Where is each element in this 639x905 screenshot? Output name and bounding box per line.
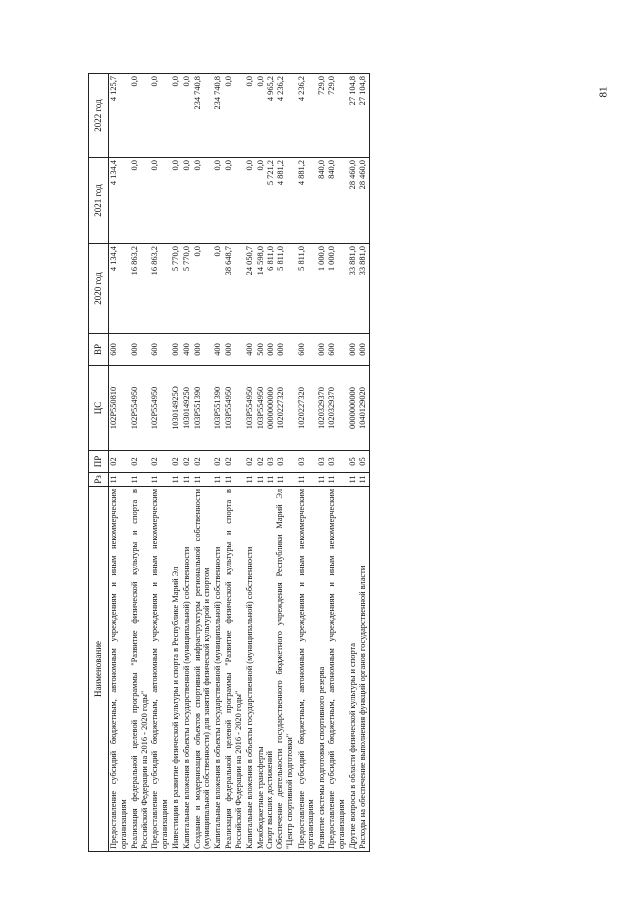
cell-name-text: Капитальные вложения в объекты государственной (муниципальной) собственности	[213, 546, 223, 849]
cell-2020-text: 14 598,0	[255, 246, 265, 276]
cell-2021	[244, 158, 255, 244]
cell-pr	[244, 451, 255, 473]
cell-cs	[244, 366, 255, 451]
cell-vr-text: 600	[150, 343, 160, 356]
table-row	[108, 74, 129, 852]
cell-vr-text: 600	[109, 343, 119, 356]
cell-2021-text: 0,0	[192, 160, 202, 171]
cell-rz	[224, 473, 245, 487]
cell-2020-text: 33 881,0	[358, 246, 368, 276]
budget-table-sheet	[88, 74, 604, 852]
cell-name-text: Предоставление субсидий бюджетным, автономным учреждениям и иным некоммерческим организациям	[327, 489, 346, 849]
cell-cs-text: 103P554950	[244, 386, 254, 430]
cell-vr-text: 000	[317, 343, 327, 356]
cell-pr-text: 02	[170, 457, 180, 466]
cell-2022	[317, 74, 348, 158]
cell-rz-text: 11	[129, 475, 139, 484]
cell-name-text: Обеспечение деятельности государственного бюджетного учреждения Республики Марий Эл "Центр спортивной подготовки"	[275, 489, 295, 849]
cell-2020	[255, 244, 296, 334]
cell-vr	[181, 334, 192, 366]
cell-name-text: Капитальные вложения в объекты государственной (муниципальной) собственности	[181, 546, 191, 849]
cell-rz-text: 11	[348, 475, 358, 484]
cell-rz-text: 11	[275, 475, 285, 484]
cell-pr-text: 02	[192, 457, 202, 466]
cell-2020	[296, 244, 317, 334]
cell-2020-text: 6 811,0	[265, 246, 275, 271]
cell-2020-text: 4 134,4	[109, 246, 119, 272]
cell-rz	[348, 473, 370, 487]
cell-rz-text: 11	[244, 475, 254, 484]
cell-vr	[129, 334, 150, 366]
cell-rz-text: 11	[327, 475, 337, 484]
cell-2020-text: 5 811,0	[275, 246, 285, 271]
cell-rz	[213, 473, 224, 487]
cell-pr-text: 03	[296, 457, 306, 466]
cell-pr-text: 02	[129, 457, 139, 466]
table-row	[348, 74, 370, 852]
cell-2020	[181, 244, 192, 334]
cell-name-text: Другие вопросы в области физической культуры и спорта	[348, 642, 358, 849]
table-row	[213, 74, 224, 852]
cell-name	[213, 487, 224, 852]
cell-2020	[150, 244, 171, 334]
cell-2022-text: 4 236,2	[296, 76, 306, 102]
cell-cs	[108, 366, 129, 451]
cell-cs-text: 1020227320	[275, 387, 285, 429]
cell-2022-text: 234 740,8	[213, 76, 223, 110]
cell-2022-text: 4 965,2	[265, 76, 275, 102]
cell-2020-text: 16 863,2	[150, 246, 160, 276]
cell-pr	[192, 451, 213, 473]
cell-rz-text: 11	[213, 475, 223, 484]
cell-name	[129, 487, 150, 852]
cell-pr-text: 05	[358, 457, 368, 466]
cell-rz-text: 11	[181, 475, 191, 484]
cell-2020	[317, 244, 348, 334]
cell-2021	[348, 158, 370, 244]
cell-cs	[181, 366, 192, 451]
cell-pr-text: 02	[150, 457, 160, 466]
header-vr: ВР	[89, 334, 109, 366]
cell-rz-text: 11	[224, 475, 234, 484]
cell-pr-text: 05	[348, 457, 358, 466]
cell-cs-text: 103P551390	[192, 386, 202, 430]
cell-2020	[348, 244, 370, 334]
cell-cs	[129, 366, 150, 451]
cell-name-text: Инвестиции в развитие физической культуры и спорта в Республике Марий Эл	[170, 566, 180, 849]
cell-pr-text: 03	[327, 457, 337, 466]
header-2021: 2021 год	[89, 158, 109, 244]
cell-2020-text: 0,0	[192, 246, 202, 257]
cell-2022-text: 0,0	[181, 76, 191, 87]
cell-pr	[255, 451, 296, 473]
cell-pr	[108, 451, 129, 473]
cell-2021-text: 840,0	[317, 160, 327, 179]
cell-name-text: Реализация федеральной целевой программы "Развитие физической культуры и спорта в Российской Федерации на 2016 - 2020 годы"	[129, 489, 149, 849]
cell-2021-text: 4 881,2	[296, 160, 306, 186]
cell-cs-text: 103P554950	[224, 386, 234, 430]
cell-vr-text: 600	[327, 343, 337, 356]
cell-2020	[224, 244, 245, 334]
cell-2022	[108, 74, 129, 158]
cell-2022	[129, 74, 150, 158]
cell-pr-text: 03	[317, 457, 327, 466]
cell-vr-text: 500	[255, 343, 265, 356]
cell-2020-text: 38 648,7	[224, 246, 234, 276]
cell-rz	[192, 473, 213, 487]
cell-name	[150, 487, 171, 852]
cell-2020-text: 33 881,0	[348, 246, 358, 276]
cell-rz-text: 11	[170, 475, 180, 484]
table-row	[181, 74, 192, 852]
cell-2021	[181, 158, 192, 244]
cell-2021-text: 0,0	[255, 160, 265, 171]
cell-2022	[213, 74, 224, 158]
header-2022: 2022 год	[89, 74, 109, 158]
cell-name	[108, 487, 129, 852]
cell-name-text: Реализация федеральной целевой программы "Развитие физической культуры и спорта в Российской Федерации на 2016 - 2020 годы"	[224, 489, 243, 849]
cell-vr	[296, 334, 317, 366]
cell-2022-text: 0,0	[150, 76, 160, 87]
cell-2020-text: 1 000,0	[327, 246, 337, 272]
cell-2022-text: 0,0	[244, 76, 254, 87]
cell-cs-text: 103P554950	[255, 386, 265, 430]
cell-rz-text: 11	[109, 475, 119, 484]
table-row	[296, 74, 317, 852]
cell-name-text: Спорт высших достижений	[265, 751, 275, 849]
cell-cs-text: 1020329370	[317, 387, 327, 429]
cell-2021	[129, 158, 150, 244]
cell-vr-text: 000	[348, 343, 358, 356]
cell-rz-text: 11	[265, 475, 275, 484]
cell-cs	[213, 366, 224, 451]
cell-rz	[244, 473, 255, 487]
cell-2022	[224, 74, 245, 158]
cell-pr-text: 02	[213, 457, 223, 466]
cell-name-text: Капитальные вложения в объекты государственной (муниципальной) собственности	[244, 546, 254, 849]
cell-cs-text: 1020329370	[327, 387, 337, 429]
cell-2022	[244, 74, 255, 158]
table-header-row	[89, 74, 109, 852]
cell-2021	[192, 158, 213, 244]
table-row	[255, 74, 296, 852]
cell-2022-text: 0,0	[129, 76, 139, 87]
cell-2022-text: 729,0	[327, 76, 337, 95]
cell-cs	[317, 366, 348, 451]
cell-name	[296, 487, 317, 852]
cell-rz-text: 11	[192, 475, 202, 484]
cell-vr-text: 400	[244, 343, 254, 356]
cell-2021	[224, 158, 245, 244]
cell-vr	[192, 334, 213, 366]
cell-rz	[181, 473, 192, 487]
cell-cs-text: 0000000000	[348, 387, 358, 429]
cell-2021-text: 5 721,2	[265, 160, 275, 186]
cell-2022-text: 4 125,7	[109, 76, 119, 102]
page-number: 81	[597, 86, 610, 98]
cell-2021-text: 4 881,2	[275, 160, 285, 186]
cell-pr	[129, 451, 150, 473]
cell-cs	[170, 366, 181, 451]
cell-vr	[170, 334, 181, 366]
cell-2020	[108, 244, 129, 334]
cell-cs	[255, 366, 296, 451]
table-row	[244, 74, 255, 852]
cell-rz	[170, 473, 181, 487]
cell-vr-text: 000	[170, 343, 180, 356]
cell-vr-text: 400	[213, 343, 223, 356]
cell-2020	[213, 244, 224, 334]
cell-2020-text: 5 770,0	[170, 246, 180, 272]
cell-2020	[244, 244, 255, 334]
cell-cs-text: 0000000000	[265, 387, 275, 429]
cell-name	[255, 487, 296, 852]
cell-vr	[108, 334, 129, 366]
cell-2021-text: 0,0	[170, 160, 180, 171]
cell-2021-text: 0,0	[129, 160, 139, 171]
cell-cs	[296, 366, 317, 451]
cell-vr-text: 000	[358, 343, 368, 356]
cell-pr-text: 03	[275, 457, 285, 466]
cell-name-text: Расходы на обеспечение выполнения функций органов государственной власти	[358, 565, 368, 849]
cell-2020	[129, 244, 150, 334]
cell-vr	[317, 334, 348, 366]
header-name: Наименование	[89, 487, 109, 852]
cell-2021	[213, 158, 224, 244]
cell-pr	[348, 451, 370, 473]
cell-name	[192, 487, 213, 852]
cell-2022	[150, 74, 171, 158]
cell-cs-text: 103P551390	[213, 386, 223, 430]
cell-name-text: Создание и модернизация объектов спортивной инфраструктуры региональной собственности (муниципальной собственности) для занятий физической культурой и спортом	[192, 489, 212, 849]
cell-2020-text: 5 811,0	[296, 246, 306, 271]
table-row	[170, 74, 181, 852]
table-row	[224, 74, 245, 852]
cell-2022-text: 27 104,8	[348, 76, 358, 106]
cell-name-text: Предоставление субсидий бюджетным, автономным учреждениям и иным некоммерческим организациям	[150, 489, 170, 849]
cell-2021	[108, 158, 129, 244]
cell-cs-text: 102P554950	[129, 386, 139, 430]
cell-2022-text: 0,0	[170, 76, 180, 87]
cell-vr	[213, 334, 224, 366]
cell-2020-text: 1 000,0	[317, 246, 327, 272]
cell-rz-text: 11	[317, 475, 327, 484]
cell-2021-text: 0,0	[181, 160, 191, 171]
cell-vr-text: 000	[224, 343, 234, 356]
cell-rz-text: 11	[296, 475, 306, 484]
cell-2021-text: 0,0	[150, 160, 160, 171]
table-row	[129, 74, 150, 852]
cell-cs-text: 1030149250	[181, 387, 191, 429]
cell-name-text: Развитие системы подготовки спортивного резерва	[317, 666, 327, 849]
cell-pr	[213, 451, 224, 473]
cell-rz-text: 11	[255, 475, 265, 484]
cell-rz-text: 11	[358, 475, 368, 484]
cell-pr	[150, 451, 171, 473]
cell-rz	[255, 473, 296, 487]
cell-cs-text: 102P554950	[150, 386, 160, 430]
cell-vr-text: 400	[181, 343, 191, 356]
cell-rz-text: 11	[150, 475, 160, 484]
cell-cs-text: 1040129020	[358, 387, 368, 429]
cell-vr-text: 600	[296, 343, 306, 356]
cell-2022	[296, 74, 317, 158]
cell-vr	[244, 334, 255, 366]
cell-vr-text: 000	[192, 343, 202, 356]
table-row	[317, 74, 348, 852]
table-row	[192, 74, 213, 852]
cell-2021-text: 0,0	[244, 160, 254, 171]
cell-name	[170, 487, 181, 852]
cell-2022-text: 0,0	[255, 76, 265, 87]
cell-2022-text: 234 740,8	[192, 76, 202, 110]
cell-vr	[150, 334, 171, 366]
cell-vr	[224, 334, 245, 366]
cell-2020-text: 5 770,0	[181, 246, 191, 272]
cell-2021-text: 28 460,0	[348, 160, 358, 190]
cell-name-text: Предоставление субсидий бюджетным, автономным учреждениям и иным некоммерческим организациям	[296, 489, 316, 849]
cell-name	[181, 487, 192, 852]
cell-cs	[348, 366, 370, 451]
cell-2021	[170, 158, 181, 244]
cell-2021-text: 0,0	[224, 160, 234, 171]
cell-vr	[348, 334, 370, 366]
cell-2020-text: 16 863,2	[129, 246, 139, 276]
cell-2022	[255, 74, 296, 158]
cell-2022	[170, 74, 181, 158]
cell-rz	[129, 473, 150, 487]
cell-2022	[192, 74, 213, 158]
cell-2021	[296, 158, 317, 244]
header-pr: ПР	[89, 451, 109, 473]
cell-rz	[296, 473, 317, 487]
cell-name	[317, 487, 348, 852]
cell-rz	[150, 473, 171, 487]
cell-name-text: Межбюджетные трансферты	[255, 746, 265, 849]
cell-2022-text: 729,0	[317, 76, 327, 95]
cell-2020-text: 0,0	[213, 246, 223, 257]
cell-name-text: Предоставление субсидий бюджетным, автономным учреждениям и иным некоммерческим организациям	[109, 489, 128, 849]
cell-cs-text: 102P550810	[109, 386, 119, 430]
cell-2022	[181, 74, 192, 158]
cell-2020-text: 24 050,7	[244, 246, 254, 276]
cell-pr	[170, 451, 181, 473]
cell-pr-text: 02	[255, 457, 265, 466]
cell-name	[224, 487, 245, 852]
header-rz: Рз	[89, 473, 109, 487]
cell-2021-text: 4 134,4	[109, 160, 119, 186]
cell-pr-text: 02	[181, 457, 191, 466]
cell-cs-text: 1020227320	[296, 387, 306, 429]
cell-2022-text: 0,0	[224, 76, 234, 87]
cell-pr	[181, 451, 192, 473]
cell-pr-text: 02	[244, 457, 254, 466]
cell-2020	[170, 244, 181, 334]
cell-name	[244, 487, 255, 852]
cell-2021	[150, 158, 171, 244]
cell-pr	[296, 451, 317, 473]
cell-name	[348, 487, 370, 852]
cell-pr-text: 02	[224, 457, 234, 466]
cell-vr	[255, 334, 296, 366]
budget-table	[88, 73, 370, 852]
cell-pr	[317, 451, 348, 473]
cell-2020	[192, 244, 213, 334]
cell-pr-text: 03	[265, 457, 275, 466]
cell-pr	[224, 451, 245, 473]
cell-rz	[108, 473, 129, 487]
cell-2022-text: 4 236,2	[275, 76, 285, 102]
cell-cs-text: 103014925О	[170, 386, 180, 430]
table-row	[150, 74, 171, 852]
cell-cs	[224, 366, 245, 451]
cell-2021-text: 0,0	[213, 160, 223, 171]
cell-vr-text: 000	[275, 343, 285, 356]
header-2020: 2020 год	[89, 244, 109, 334]
header-cs: ЦС	[89, 366, 109, 451]
cell-vr-text: 000	[129, 343, 139, 356]
cell-cs	[192, 366, 213, 451]
cell-2021	[317, 158, 348, 244]
cell-cs	[150, 366, 171, 451]
cell-2022	[348, 74, 370, 158]
cell-2022-text: 27 104,8	[358, 76, 368, 106]
cell-2021-text: 28 460,0	[358, 160, 368, 190]
cell-2021	[255, 158, 296, 244]
cell-2021-text: 840,0	[327, 160, 337, 179]
cell-pr-text: 02	[109, 457, 119, 466]
cell-rz	[317, 473, 348, 487]
cell-vr-text: 000	[265, 343, 275, 356]
